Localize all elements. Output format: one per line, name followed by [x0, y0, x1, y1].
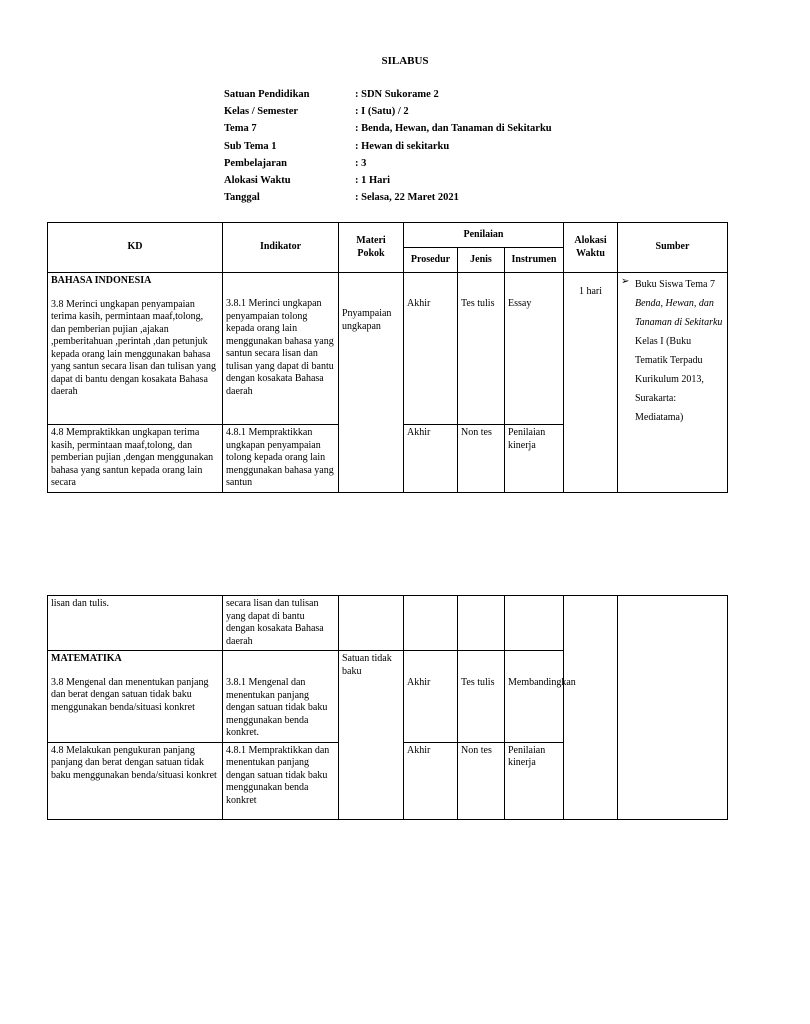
- meta-value: : 1 Hari: [355, 174, 390, 186]
- kd-text: 3.8 Mengenal dan menentukan panjang dan berat dengan satuan tidak baku menggunakan benda/situasi konkret: [51, 676, 209, 713]
- meta-row: [224, 157, 552, 174]
- jenis-text: Non tes: [461, 427, 492, 438]
- instrumen-text: Membandingkan: [508, 677, 576, 688]
- instrumen-cell: [505, 651, 576, 743]
- sumber-cell: [618, 273, 728, 493]
- header-materi: Materi Pokok: [339, 223, 404, 273]
- instrumen-cell: [505, 596, 564, 651]
- sumber-text-a: Buku Siswa Tema 7: [635, 279, 715, 290]
- header-jenis: Jenis: [458, 248, 505, 273]
- jenis-cell: [458, 425, 505, 493]
- indikator-cell: [223, 273, 339, 425]
- header-instrumen: Instrumen: [505, 248, 564, 273]
- sumber-book-title: Benda, Hewan, dan Tanaman di Sekitarku: [635, 298, 723, 328]
- materi-cell: [339, 596, 404, 651]
- jenis-cell: [458, 651, 505, 743]
- kd-text: 4.8 Melakukan pengukuran panjang panjang dan berat dengan satuan tidak baku menggunakan benda/situasi konkret: [51, 744, 217, 781]
- meta-value: : I (Satu) / 2: [355, 106, 409, 118]
- sumber-text-c: Kelas I (Buku Tematik Terpadu Kurikulum 2013, Surakarta: Mediatama): [635, 336, 704, 423]
- indikator-cell: [223, 425, 339, 493]
- header-indikator: Indikator: [223, 223, 339, 273]
- meta-value: : Selasa, 22 Maret 2021: [355, 192, 459, 204]
- syllabus-table-page2: [47, 595, 728, 820]
- instrumen-cell: [505, 742, 564, 819]
- prosedur-text: Akhir: [407, 427, 431, 438]
- meta-label: Tema 7: [224, 123, 257, 135]
- alokasi-cell: [564, 596, 618, 820]
- meta-row: [224, 174, 552, 191]
- kd-text: 4.8 Mempraktikkan ungkapan terima kasih, permintaan maaf,tolong, dan pemberian pujian ,dengan menggunakan bahasa yang santun kepada orang lain secara: [51, 427, 214, 488]
- kd-cell: [48, 651, 223, 743]
- jenis-cell: [458, 596, 505, 651]
- indikator-text: 4.8.1 Mempraktikkan dan menentukan panjang dengan satuan tidak baku menggunakan benda konkret: [226, 744, 330, 806]
- indikator-cell: [223, 742, 339, 819]
- header-kd: KD: [48, 223, 223, 273]
- indikator-text: secara lisan dan tulisan yang dapat di bantu dengan kosakata Bahasa daerah: [226, 598, 324, 647]
- meta-block: [224, 88, 552, 208]
- indikator-cell: [223, 651, 339, 743]
- prosedur-cell: [404, 596, 458, 651]
- jenis-text: Tes tulis: [461, 677, 495, 688]
- header-prosedur: Prosedur: [404, 248, 458, 273]
- jenis-cell: [458, 273, 505, 425]
- meta-row: [224, 122, 552, 139]
- meta-label: Sub Tema 1: [224, 140, 277, 152]
- meta-label: Alokasi Waktu: [224, 174, 291, 186]
- materi-text: Pnyampaian ungkapan: [342, 308, 392, 332]
- kd-cell: [48, 273, 223, 425]
- subject-heading: MATEMATIKA: [51, 653, 122, 664]
- kd-text: lisan dan tulis.: [51, 598, 110, 609]
- indikator-cell: [223, 596, 339, 651]
- prosedur-text: Akhir: [407, 677, 431, 688]
- jenis-text: Non tes: [461, 744, 492, 756]
- instrumen-text: Penilaian kinerja: [508, 744, 546, 768]
- meta-row: [224, 191, 552, 208]
- instrumen-text: Penilaian kinerja: [508, 427, 546, 451]
- sumber-cell: [618, 596, 728, 820]
- prosedur-text: Akhir: [407, 744, 431, 756]
- kd-cell: [48, 742, 223, 819]
- subject-heading: BAHASA INDONESIA: [51, 275, 152, 286]
- meta-label: Tanggal: [224, 192, 260, 204]
- header-alokasi: Alokasi Waktu: [564, 223, 618, 273]
- header-penilaian: Penilaian: [404, 223, 564, 248]
- meta-row: [224, 88, 552, 105]
- arrow-bullet-icon: ➢: [621, 276, 630, 287]
- meta-value: : SDN Sukorame 2: [355, 89, 439, 100]
- meta-value: : Hewan di sekitarku: [355, 140, 450, 152]
- meta-label: Satuan Pendidikan: [224, 89, 310, 100]
- meta-label: Kelas / Semester: [224, 106, 299, 118]
- alokasi-cell: [564, 273, 618, 493]
- indikator-text: 3.8.1 Mengenal dan menentukan panjang dengan satuan tidak baku menggunakan benda konkret.: [226, 677, 328, 738]
- kd-cell: [48, 596, 223, 651]
- prosedur-cell: [404, 273, 458, 425]
- prosedur-cell: [404, 742, 458, 819]
- syllabus-table-page1: [47, 222, 728, 493]
- materi-text: Satuan tidak baku: [342, 653, 392, 677]
- sumber-list: [621, 275, 724, 427]
- header-sumber: Sumber: [618, 223, 728, 273]
- document-title: SILABUS: [381, 55, 429, 67]
- meta-row: [224, 105, 552, 122]
- kd-text: 3.8 Merinci ungkapan penyampaian terima kasih, permintaan maaf,tolong, dan pemberian pujian ,ajakan ,pemberitahuan ,perintah ,dan petunjuk kepada orang lain menggunakan bahasa yang santun secara lisan dan tulisan yang dapat di bantu dengan kosakata Bahasa daerah: [51, 298, 216, 397]
- materi-cell: [339, 273, 404, 493]
- materi-cell: [339, 651, 404, 820]
- instrumen-cell: [505, 273, 564, 425]
- indikator-text: 4.8.1 Mempraktikkan ungkapan penyampaian tolong kepada orang lain menggunakan bahasa yang santun: [226, 427, 334, 488]
- prosedur-cell: [404, 425, 458, 493]
- indikator-text: 3.8.1 Merinci ungkapan penyampaian tolong kepada orang lain menggunakan bahasa yang santun secara lisan dan tulisan yang dapat di bantu dengan kosakata Bahasa daerah: [226, 298, 334, 397]
- alokasi-text: 1 hari: [578, 286, 603, 297]
- instrumen-text: Essay: [508, 298, 532, 309]
- meta-value: : 3: [355, 157, 367, 169]
- jenis-text: Tes tulis: [461, 298, 495, 309]
- prosedur-text: Akhir: [407, 298, 431, 309]
- meta-value: : Benda, Hewan, dan Tanaman di Sekitarku: [355, 123, 552, 135]
- meta-label: Pembelajaran: [224, 157, 287, 169]
- meta-row: [224, 140, 552, 157]
- instrumen-cell: [505, 425, 564, 493]
- jenis-cell: [458, 742, 505, 819]
- prosedur-cell: [404, 651, 458, 743]
- kd-cell: [48, 425, 223, 493]
